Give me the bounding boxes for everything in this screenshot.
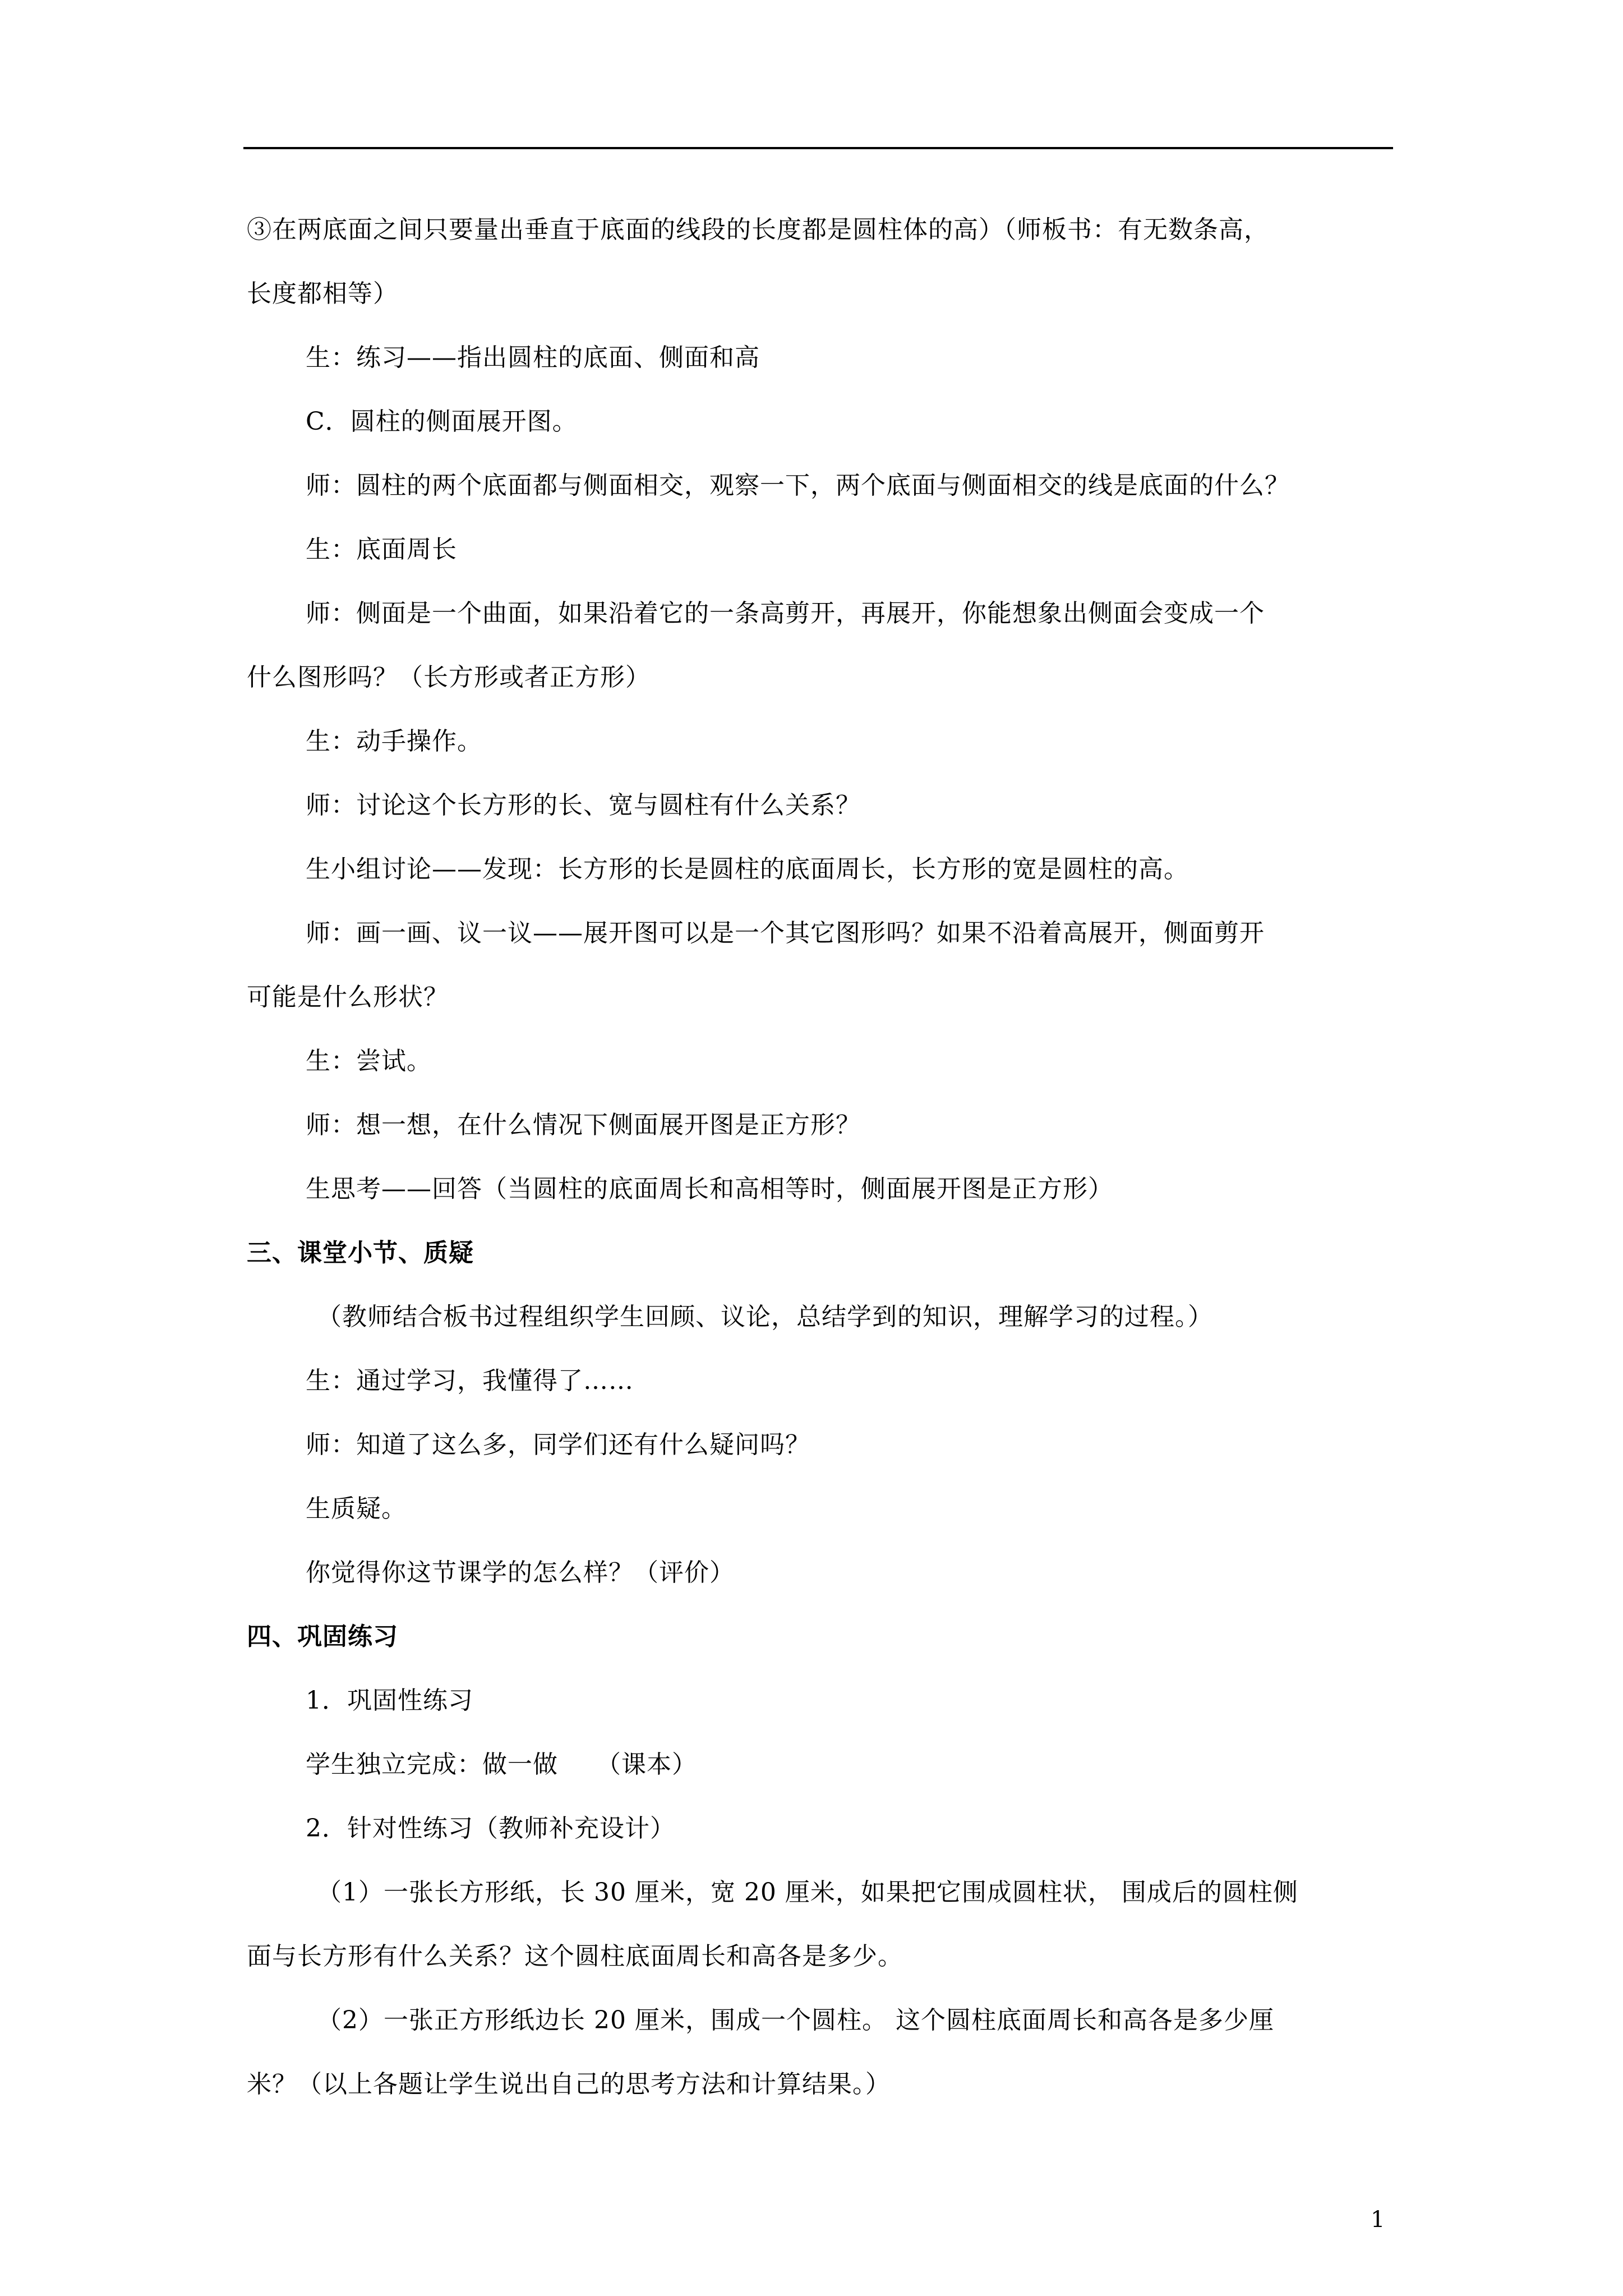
text-line: 师：想一想，在什么情况下侧面展开图是正方形？ xyxy=(306,1111,861,1139)
text-line: 什么图形吗？（长方形或者正方形） xyxy=(247,663,651,692)
text-line: 生质疑。 xyxy=(306,1494,407,1523)
text-line: 生：底面周长 xyxy=(306,535,457,564)
text-line: 师：知道了这么多，同学们还有什么疑问吗？ xyxy=(306,1430,810,1459)
text-line: （教师结合板书过程组织学生回顾、议论，总结学到的知识，理解学习的过程。） xyxy=(317,1303,1213,1331)
text-line: 师：画一画、议一议——展开图可以是一个其它图形吗？如果不沿着高展开，侧面剪开 xyxy=(306,919,1265,947)
text-line: 米？（以上各题让学生说出自己的思考方法和计算结果。） xyxy=(247,2070,891,2099)
text-line: 你觉得你这节课学的怎么样？（评价） xyxy=(306,1558,735,1587)
section-heading: 三、课堂小节、质疑 xyxy=(247,1239,474,1267)
text-line: C．圆柱的侧面展开图。 xyxy=(306,407,578,436)
text-line: 生：动手操作。 xyxy=(306,727,482,756)
text-line: 生：通过学习，我懂得了…… xyxy=(306,1366,634,1395)
text-line: 1．巩固性练习 xyxy=(306,1686,473,1715)
text-line: 生：练习——指出圆柱的底面、侧面和高 xyxy=(306,343,760,372)
section-heading: 四、巩固练习 xyxy=(247,1622,398,1651)
text-line: 学生独立完成：做一做 （课本） xyxy=(306,1750,697,1779)
text-line: 师：圆柱的两个底面都与侧面相交，观察一下，两个底面与侧面相交的线是底面的什么？ xyxy=(306,471,1290,500)
page-number: 1 xyxy=(1371,2207,1385,2233)
text-line: 师：讨论这个长方形的长、宽与圆柱有什么关系？ xyxy=(306,791,861,820)
header-rule xyxy=(243,147,1393,149)
text-line: 师：侧面是一个曲面，如果沿着它的一条高剪开，再展开，你能想象出侧面会变成一个 xyxy=(306,599,1265,628)
text-line: 生小组讨论——发现：长方形的长是圆柱的底面周长，长方形的宽是圆柱的高。 xyxy=(306,855,1189,884)
text-line: 长度都相等） xyxy=(247,279,398,308)
text-line: 生思考——回答（当圆柱的底面周长和高相等时，侧面展开图是正方形） xyxy=(306,1175,1113,1203)
text-line: 2．针对性练习（教师补充设计） xyxy=(306,1814,675,1843)
text-line: 生：尝试。 xyxy=(306,1047,432,1075)
text-line: 面与长方形有什么关系？这个圆柱底面周长和高各是多少。 xyxy=(247,1942,903,1971)
text-line: （1）一张长方形纸，长 30 厘米，宽 20 厘米，如果把它围成圆柱状， 围成后的圆柱侧 xyxy=(317,1878,1298,1907)
text-line: 可能是什么形状？ xyxy=(247,983,449,1011)
text-line: （2）一张正方形纸边长 20 厘米，围成一个圆柱。 这个圆柱底面周长和高各是多少厘 xyxy=(317,2006,1274,2035)
text-line: ③在两底面之间只要量出垂直于底面的线段的长度都是圆柱体的高）（师板书：有无数条高， xyxy=(247,215,1269,244)
